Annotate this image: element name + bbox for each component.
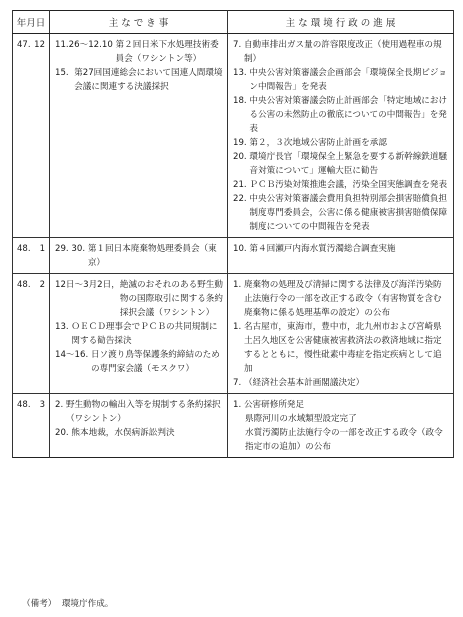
event-text: （経済社会基本計画閣議決定） [243,378,365,388]
table-row [13,394,454,458]
month-label: 12 [34,40,45,50]
event-entry [233,278,449,320]
event-text: ＯＥＣＤ理事会でＰＣＢの共同規制に関する勧告採決 [71,322,218,346]
event-day: 1. [233,400,244,410]
event-day: 14～16. [55,350,91,360]
domestic-events-cell [228,238,454,274]
event-entry [55,278,223,320]
month-label: 2 [39,280,45,290]
event-day: 12日～3月2日， [55,280,120,290]
event-day: 10. [233,244,250,254]
table-row [13,238,454,274]
month-label: 1 [39,244,45,254]
event-entry [233,150,449,178]
event-entry [233,398,449,412]
header-domestic: 主 な 環 境 行 政 の 進 展 [228,11,454,34]
event-entry [233,320,449,376]
event-text: 名古屋市，東海市，豊中市，北九州市および宮崎県土呂久地区を公害健康被害救済法の救済地域に指定するとともに，慢性砒素中毒症を指定疾病として追加 [243,322,442,374]
table-row [13,34,454,238]
event-day: 20. [55,428,72,438]
event-entry [55,66,223,94]
table-body [13,34,454,458]
event-entry [55,38,223,66]
domestic-events-cell [228,34,454,238]
event-entry [233,426,449,454]
event-text: 絶滅のおそれのある野生動物の国際取引に関する条約採択会議（ワシントン） [119,280,223,318]
event-day: 1. [233,280,244,290]
event-entry [55,348,223,376]
event-entry [55,320,223,348]
month-label: 3 [39,400,45,410]
event-text: 第４回瀬戸内海水質汚濁総合調査実施 [249,244,396,254]
domestic-events-cell [228,274,454,394]
year-label: 48. [17,244,31,254]
event-day: 13. [233,68,250,78]
date-cell [13,34,50,238]
event-text: 日ソ渡り鳥等保護条約締結のための専門家会議（モスクワ） [90,350,220,374]
table-header-row [13,11,454,34]
event-text: 野生動物の輸出入等を規制する条約採択（ワシントン） [65,400,221,424]
event-day: 11.26～12.10 [55,40,116,50]
international-events-cell [50,238,228,274]
event-text: ＰＣＢ汚染対策推進会議，汚染全国実態調査を発表 [249,180,448,190]
event-text: 中央公害対策審議会費用負担特別部会損害賠償負担制度専門委員会，公害に係る健康被害損害賠償保障制度についての中間報告を発表 [249,194,448,232]
event-text: 県際河川の水域類型設定完了 [245,414,357,424]
event-entry [233,94,449,136]
date-cell [13,274,50,394]
event-day: 19. [233,138,250,148]
header-date: 年月日 [13,11,50,34]
event-text: 中央公害対策審議会企画部会「環境保全長期ビジョン中間報告」を発表 [249,68,447,92]
date-cell [13,238,50,274]
event-day: 21. [233,180,250,190]
event-text: 中央公害対策審議会防止計画部会「特定地域における公害の未然防止の徹底についての中間報告」を発表 [249,96,448,134]
event-day: 2. [55,400,66,410]
international-events-cell [50,394,228,458]
event-text: 熊本地裁，水俣病訴訟判決 [71,428,175,438]
event-entry [233,136,449,150]
event-day: 7. [233,40,244,50]
year-label: 48. [17,280,31,290]
event-text: 自動車排出ガス量の許容限度改正（使用過程車の規制） [243,40,442,64]
event-day: 22. [233,194,250,204]
event-day: 29. 30. [55,244,88,254]
year-label: 47. [17,40,31,50]
event-text: 廃棄物の処理及び清掃に関する法律及び海洋汚染防止法施行令の一部を改正する政令（有害物質を含む廃棄物に係る処理基準の設定）の公布 [243,280,442,318]
domestic-events-cell [228,394,454,458]
event-entry [233,192,449,234]
header-international: 主 な で き 事 [50,11,228,34]
event-entry [55,398,223,426]
event-text: 第１回日本廃棄物処理委員会（東京） [87,244,217,268]
event-text: 環境庁長官「環境保全上緊急を要する新幹線鉄道騒音対策について」運輸大臣に勧告 [249,152,448,176]
event-entry [55,426,223,440]
chronology-table [12,10,454,458]
event-day: 13. [55,322,72,332]
event-day: 20. [233,152,250,162]
event-entry [233,376,449,390]
event-text: 第27回国連総会において国連人間環境会議に関連する決議採択 [74,68,223,92]
table-row [13,274,454,394]
event-entry [55,242,223,270]
international-events-cell [50,34,228,238]
event-text: 第２回日米下水処理技術委員会（ワシントン等） [115,40,219,64]
event-day: 18. [233,96,250,106]
international-events-cell [50,274,228,394]
event-entry [233,38,449,66]
event-entry [233,412,449,426]
footnote: （備考） 環境庁作成。 [22,599,114,609]
event-text: 水質汚濁防止法施行令の一部を改正する政令（政令指定市の追加）の公布 [245,428,443,452]
event-entry [233,178,449,192]
event-text: 公害研修所発足 [243,400,305,410]
event-entry [233,66,449,94]
event-text: 第２，３次地域公害防止計画を承認 [249,138,387,148]
event-day: 7. [233,378,244,388]
event-entry [233,242,449,256]
event-day: 1. [233,322,244,332]
date-cell [13,394,50,458]
year-label: 48. [17,400,31,410]
event-day: 15. [55,68,75,78]
